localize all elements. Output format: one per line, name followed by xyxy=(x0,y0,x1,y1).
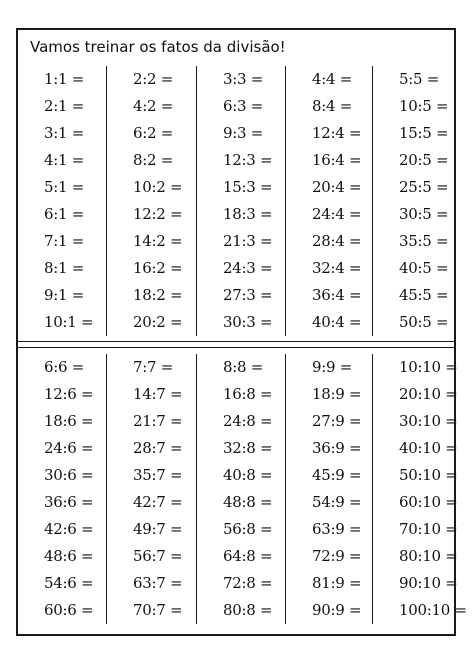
division-fact: 18:2 = xyxy=(133,286,183,304)
division-fact: 4:4 = xyxy=(312,70,352,88)
division-fact: 16:2 = xyxy=(133,259,183,277)
division-fact: 30:3 = xyxy=(223,313,273,331)
division-fact: 54:9 = xyxy=(312,493,362,511)
worksheet xyxy=(16,28,467,636)
division-fact: 30:10 = xyxy=(399,412,458,430)
division-fact: 3:3 = xyxy=(223,70,263,88)
division-fact: 60:10 = xyxy=(399,493,458,511)
division-fact: 9:1 = xyxy=(44,286,84,304)
division-fact: 18:3 = xyxy=(223,205,273,223)
division-fact: 14:7 = xyxy=(133,385,183,403)
division-fact: 6:6 = xyxy=(44,358,84,376)
column-divide-by-3 xyxy=(196,66,285,336)
column-divide-by-8 xyxy=(196,354,285,624)
division-fact: 80:10 = xyxy=(399,547,458,565)
division-fact: 12:2 = xyxy=(133,205,183,223)
division-fact: 36:6 = xyxy=(44,493,94,511)
division-fact: 42:7 = xyxy=(133,493,183,511)
division-fact: 16:8 = xyxy=(223,385,273,403)
division-fact: 30:5 = xyxy=(399,205,449,223)
division-fact: 2:1 = xyxy=(44,97,84,115)
division-fact: 64:8 = xyxy=(223,547,273,565)
division-fact: 24:6 = xyxy=(44,439,94,457)
division-fact: 6:3 = xyxy=(223,97,263,115)
division-fact: 10:2 = xyxy=(133,178,183,196)
division-fact: 6:1 = xyxy=(44,205,84,223)
column-divide-by-4 xyxy=(285,66,372,336)
division-fact: 50:5 = xyxy=(399,313,449,331)
division-fact: 4:2 = xyxy=(133,97,173,115)
division-fact: 35:5 = xyxy=(399,232,449,250)
division-fact: 28:4 = xyxy=(312,232,362,250)
division-fact: 10:1 = xyxy=(44,313,94,331)
division-fact: 8:2 = xyxy=(133,151,173,169)
division-fact: 7:7 = xyxy=(133,358,173,376)
division-fact: 40:10 = xyxy=(399,439,458,457)
division-fact: 8:1 = xyxy=(44,259,84,277)
division-fact: 3:1 = xyxy=(44,124,84,142)
column-divide-by-7 xyxy=(106,354,196,624)
division-fact: 42:6 = xyxy=(44,520,94,538)
division-fact: 15:3 = xyxy=(223,178,273,196)
division-grid-top xyxy=(18,66,454,336)
division-fact: 35:7 = xyxy=(133,466,183,484)
column-divide-by-9 xyxy=(285,354,372,624)
column-divide-by-6 xyxy=(18,354,106,624)
division-fact: 100:10 = xyxy=(399,601,467,619)
column-divide-by-2 xyxy=(106,66,196,336)
division-fact: 80:8 = xyxy=(223,601,273,619)
division-fact: 12:6 = xyxy=(44,385,94,403)
division-fact: 45:9 = xyxy=(312,466,362,484)
division-fact: 49:7 = xyxy=(133,520,183,538)
division-fact: 40:8 = xyxy=(223,466,273,484)
division-fact: 81:9 = xyxy=(312,574,362,592)
column-divide-by-5 xyxy=(372,66,454,336)
division-fact: 48:6 = xyxy=(44,547,94,565)
division-fact: 20:2 = xyxy=(133,313,183,331)
division-fact: 25:5 = xyxy=(399,178,449,196)
division-fact: 36:4 = xyxy=(312,286,362,304)
division-fact: 40:4 = xyxy=(312,313,362,331)
worksheet-title: Vamos treinar os fatos da divisão! xyxy=(30,38,286,56)
division-fact: 20:10 = xyxy=(399,385,458,403)
division-fact: 32:4 = xyxy=(312,259,362,277)
division-fact: 2:2 = xyxy=(133,70,173,88)
division-fact: 28:7 = xyxy=(133,439,183,457)
division-fact: 14:2 = xyxy=(133,232,183,250)
division-fact: 10:10 = xyxy=(399,358,458,376)
division-fact: 72:8 = xyxy=(223,574,273,592)
division-fact: 60:6 = xyxy=(44,601,94,619)
division-fact: 63:9 = xyxy=(312,520,362,538)
division-fact: 24:8 = xyxy=(223,412,273,430)
section-divider-line xyxy=(18,347,454,348)
division-fact: 90:10 = xyxy=(399,574,458,592)
division-fact: 30:6 = xyxy=(44,466,94,484)
division-fact: 9:9 = xyxy=(312,358,352,376)
division-fact: 8:8 = xyxy=(223,358,263,376)
division-fact: 5:5 = xyxy=(399,70,439,88)
division-fact: 6:2 = xyxy=(133,124,173,142)
division-fact: 70:10 = xyxy=(399,520,458,538)
division-fact: 21:7 = xyxy=(133,412,183,430)
division-fact: 24:3 = xyxy=(223,259,273,277)
division-fact: 18:6 = xyxy=(44,412,94,430)
division-fact: 16:4 = xyxy=(312,151,362,169)
division-grid-bottom xyxy=(18,354,467,624)
division-fact: 90:9 = xyxy=(312,601,362,619)
division-fact: 7:1 = xyxy=(44,232,84,250)
division-fact: 63:7 = xyxy=(133,574,183,592)
division-fact: 24:4 = xyxy=(312,205,362,223)
division-fact: 36:9 = xyxy=(312,439,362,457)
division-fact: 18:9 = xyxy=(312,385,362,403)
division-fact: 56:8 = xyxy=(223,520,273,538)
division-fact: 8:4 = xyxy=(312,97,352,115)
division-fact: 27:3 = xyxy=(223,286,273,304)
division-fact: 32:8 = xyxy=(223,439,273,457)
division-fact: 12:4 = xyxy=(312,124,362,142)
division-fact: 5:1 = xyxy=(44,178,84,196)
division-fact: 12:3 = xyxy=(223,151,273,169)
division-fact: 72:9 = xyxy=(312,547,362,565)
division-fact: 21:3 = xyxy=(223,232,273,250)
division-fact: 70:7 = xyxy=(133,601,183,619)
division-fact: 9:3 = xyxy=(223,124,263,142)
division-fact: 20:4 = xyxy=(312,178,362,196)
division-fact: 48:8 = xyxy=(223,493,273,511)
column-divide-by-10 xyxy=(372,354,467,624)
division-fact: 4:1 = xyxy=(44,151,84,169)
division-fact: 45:5 = xyxy=(399,286,449,304)
division-fact: 20:5 = xyxy=(399,151,449,169)
division-fact: 40:5 = xyxy=(399,259,449,277)
division-fact: 1:1 = xyxy=(44,70,84,88)
column-divide-by-1 xyxy=(18,66,106,336)
division-fact: 10:5 = xyxy=(399,97,449,115)
section-divider-line xyxy=(18,341,454,342)
division-fact: 56:7 = xyxy=(133,547,183,565)
division-fact: 27:9 = xyxy=(312,412,362,430)
division-fact: 54:6 = xyxy=(44,574,94,592)
division-fact: 50:10 = xyxy=(399,466,458,484)
division-fact: 15:5 = xyxy=(399,124,449,142)
